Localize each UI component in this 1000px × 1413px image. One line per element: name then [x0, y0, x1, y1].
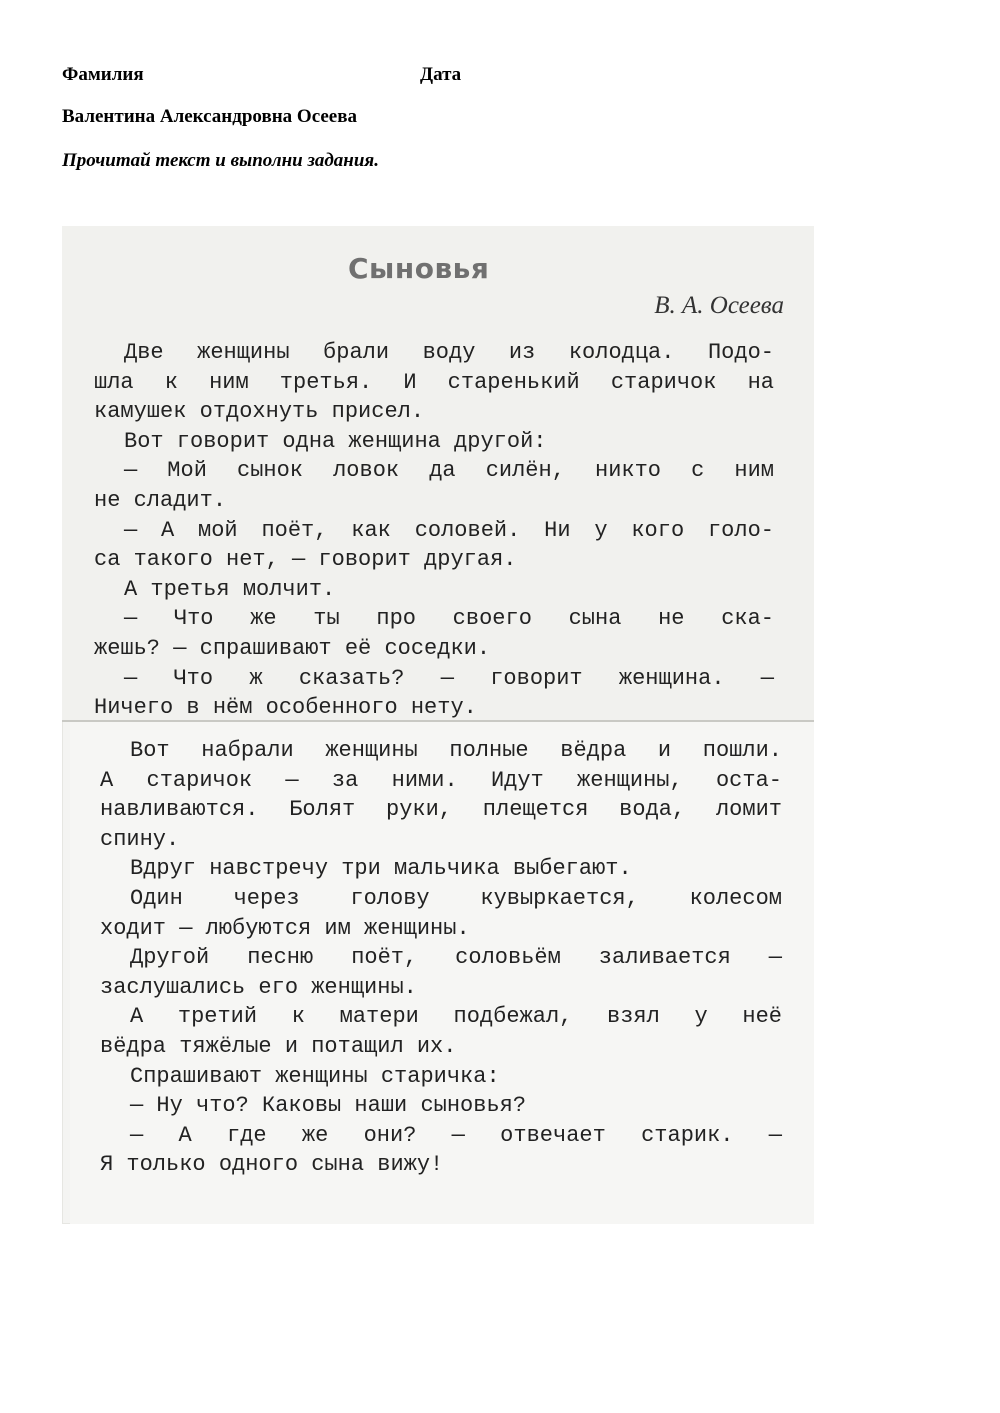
- story-line: ходит — любуются им женщины.: [100, 915, 470, 941]
- story-text-part-1: [94, 338, 774, 723]
- story-line: са такого нет, — говорит другая.: [94, 547, 517, 573]
- story-line: — Мой сынок ловок да силён, никто с ним: [124, 458, 774, 484]
- scanned-text-image: [62, 226, 814, 1224]
- story-line: Ничего в нём особенного нету.: [94, 695, 477, 721]
- story-text-part-2: [100, 736, 782, 1180]
- story-line: жешь? — спрашивают её соседки.: [94, 635, 491, 661]
- story-line: шла к ним третья. И старенький старичок на: [94, 369, 774, 395]
- story-line: Спрашивают женщины старичка:: [130, 1063, 500, 1089]
- story-line: Вот говорит одна женщина другой:: [124, 428, 547, 454]
- surname-label: Фамилия: [62, 64, 144, 85]
- story-line: Вдруг навстречу три мальчика выбегают.: [130, 856, 632, 882]
- story-line: Я только одного сына вижу!: [100, 1152, 444, 1178]
- story-line: Две женщины брали воду из колодца. Подо-: [124, 340, 774, 365]
- story-line: — Что же ты про своего сына не ска-: [124, 606, 774, 632]
- story-line: — Ну что? Каковы наши сыновья?: [130, 1093, 527, 1119]
- header-row: [62, 64, 462, 86]
- story-line: спину.: [100, 826, 180, 852]
- author-full-name: Валентина Александровна Осеева: [62, 106, 357, 127]
- date-label: Дата: [420, 64, 462, 85]
- story-line: А старичок — за ними. Идут женщины, оста-: [100, 767, 782, 793]
- story-line: Один через голову кувыркается, колесом: [130, 885, 782, 911]
- story-line: — А мой поёт, как соловей. Ни у кого голо-: [124, 517, 774, 543]
- story-title: Сыновья: [348, 252, 490, 285]
- story-line: навливаются. Болят руки, плещется вода, ломит: [100, 797, 782, 823]
- story-line: не сладит.: [94, 487, 227, 513]
- instruction: Прочитай текст и выполни задания.: [62, 150, 379, 171]
- story-line: А третий к матери подбежал, взял у неё: [130, 1004, 782, 1030]
- story-line: заслушались его женщины.: [100, 974, 417, 1000]
- story-author: В. А. Осеева: [654, 292, 784, 319]
- story-line: камушек отдохнуть присел.: [94, 399, 425, 425]
- story-line: — Что ж сказать? — говорит женщина. —: [124, 665, 774, 691]
- story-line: Вот набрали женщины полные вёдра и пошли.: [130, 738, 782, 763]
- story-line: — А где же они? — отвечает старик. —: [130, 1122, 782, 1148]
- story-line: вёдра тяжёлые и потащил их.: [100, 1033, 457, 1059]
- story-line: Другой песню поёт, соловьём заливается —: [130, 945, 782, 971]
- story-line: А третья молчит.: [124, 576, 336, 602]
